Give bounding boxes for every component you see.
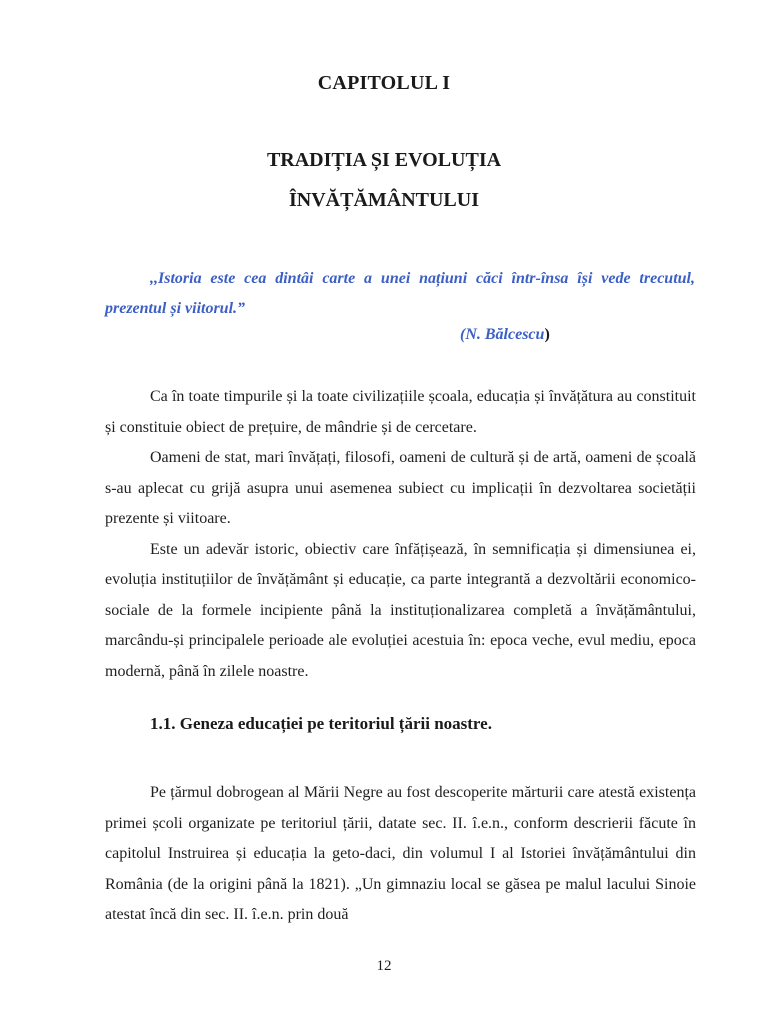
page-number: 12 [376,958,392,974]
chapter-title-line-2: ÎNVĂȚĂMÂNTULUI [288,189,479,211]
chapter-heading: CAPITOLUL I [317,72,451,94]
paragraph: Pe țărmul dobrogean al Mării Negre au fost descoperite mărturii care atestă existența primei școli organizate pe teritoriul țării, datate sec. II. î.e.n., conform descrierii făcute în capitolul Instruirea și educația la geto-daci, din volumul I al Istoriei învățământului din România (de la origini până la 1821). „Un gimnaziu local se găsea pe malul lacului Sinoie atestat încă din sec. II. î.e.n. prin două [105,784,696,923]
motto-text: ,,Istoria este cea dintâi carte a unei națiuni căci într-însa își vede trecutul, prezentul și viitorul.” [105,270,695,317]
paragraph: Ca în toate timpurile și la toate civilizațiile școala, educația și învățătura au constituit și constituie obiect de prețuire, de mândrie și de cercetare. [105,388,696,436]
intro-text [105,382,696,687]
section-heading: 1.1. Geneza educației pe teritoriul țării noastre. [150,714,492,733]
section-text [105,778,696,931]
motto-quote [105,264,695,324]
motto-author [460,326,550,344]
paragraph: Este un adevăr istoric, obiectiv care înfățișează, în semnificația și dimensiunea ei, evoluția instituțiilor de învățământ și educație, ca parte integrantă a dezvoltării economico-sociale de la formele incipiente până la instituționalizarea completă a învățământului, marcându-și principalele perioade ale evoluției acestuia în: epoca veche, evul mediu, epoca modernă, până în zilele noastre. [105,540,696,680]
motto-author-close: ) [544,326,550,343]
chapter-title-line-1: TRADIȚIA ȘI EVOLUȚIA [266,149,502,171]
paragraph: Oameni de stat, mari învățați, filosofi, oameni de cultură și de artă, oameni de școală s-au aplecat cu grijă asupra unui asemenea subiect cu implicații în dezvoltarea societății prezente și viitoare. [105,449,696,527]
motto-author-name: (N. Bălcescu [460,326,545,343]
